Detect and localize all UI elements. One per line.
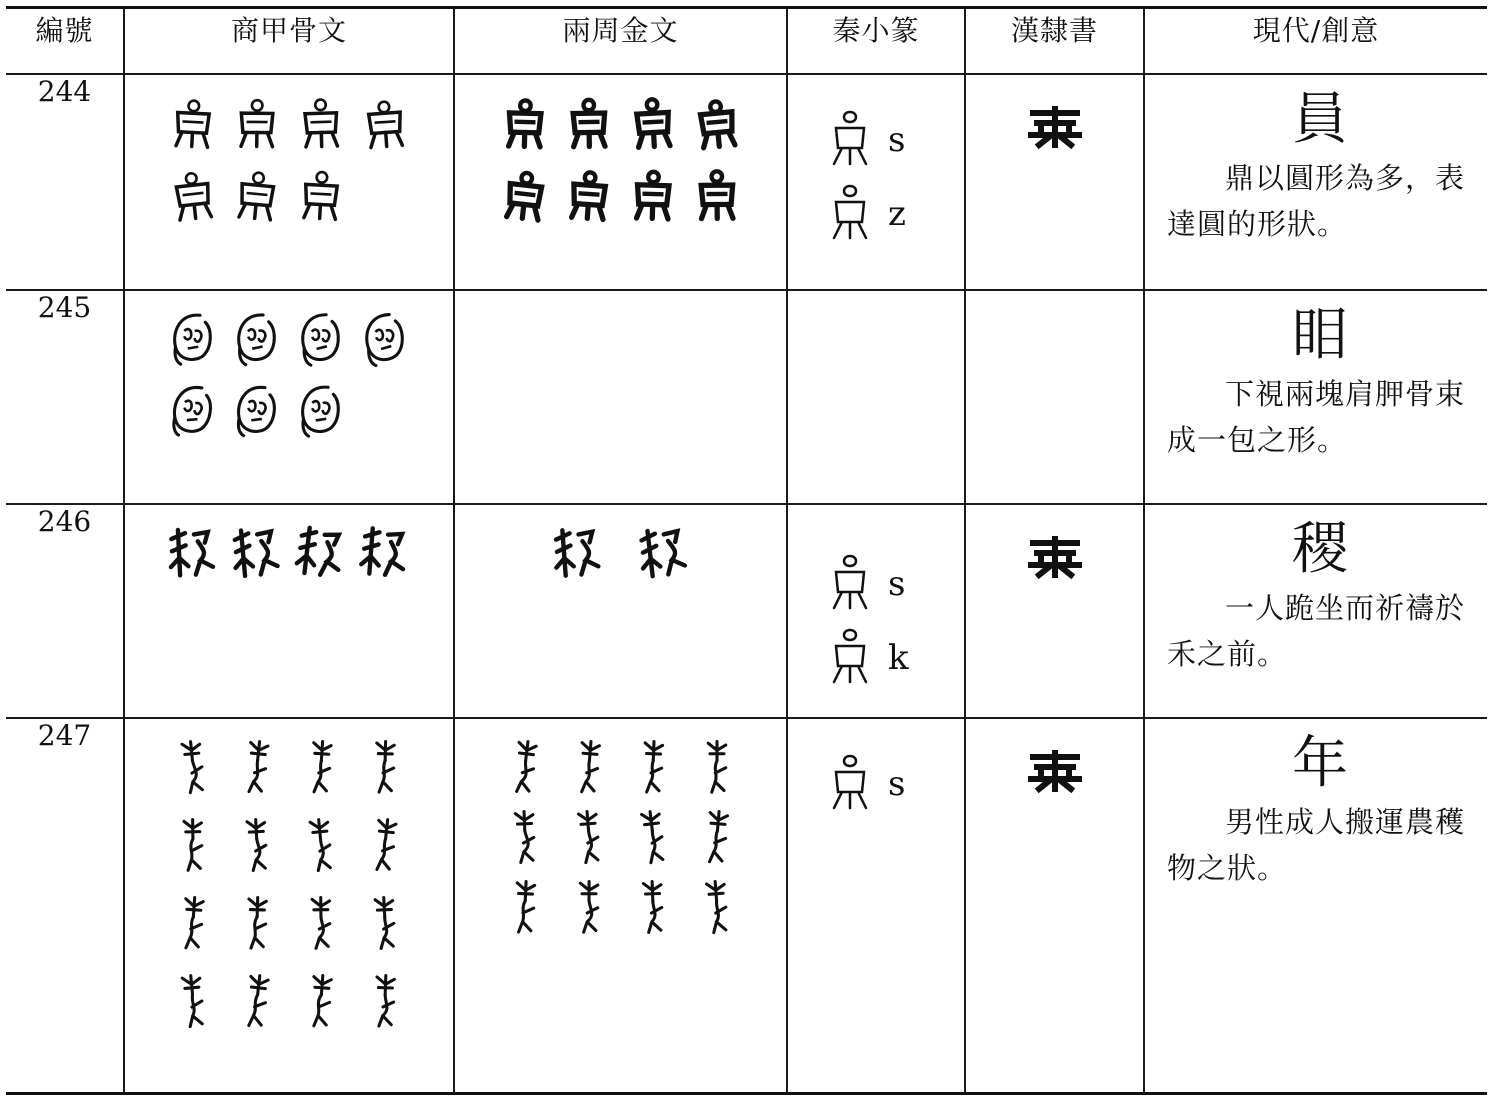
table-row [6, 504, 1487, 718]
header-shang-oracle: 商甲骨文 [124, 8, 454, 74]
glyph-evolution-page [6, 6, 1487, 1096]
header-qin-seal: 秦小篆 [787, 8, 965, 74]
seal-source-code: s [888, 763, 906, 804]
bronze-glyph [621, 733, 685, 799]
modern-character: 員 [1292, 86, 1348, 152]
bronze-glyph [632, 519, 696, 585]
modern-box [1145, 719, 1487, 891]
seal-entry [828, 621, 964, 695]
entry-number: 245 [6, 290, 124, 504]
oracle-cell [124, 290, 454, 504]
oracle-bone-glyph [161, 89, 225, 155]
clerical-glyph [966, 75, 1143, 149]
bronze-cell [454, 290, 787, 504]
oracle-bone-glyph [225, 161, 289, 227]
oracle-bone-glyph [353, 733, 417, 799]
bronze-glyph [557, 161, 621, 227]
modern-cell [1144, 74, 1487, 290]
oracle-bone-glyph [225, 967, 289, 1033]
entry-number: 246 [6, 504, 124, 718]
table-row [6, 74, 1487, 290]
bronze-glyph [557, 803, 621, 869]
modern-cell [1144, 504, 1487, 718]
bronze-glyph [557, 89, 621, 155]
oracle-bone-glyph [289, 89, 353, 155]
seal-glyph [828, 182, 872, 246]
bronze-glyph [557, 733, 621, 799]
seal-source-code: k [888, 637, 909, 678]
bronze-glyph-grid [455, 505, 786, 585]
oracle-cell [124, 504, 454, 718]
seal-glyph [828, 552, 872, 616]
bronze-glyph [685, 733, 749, 799]
seal-list [788, 75, 964, 251]
modern-cell [1144, 290, 1487, 504]
creative-meaning: 下視兩塊肩胛骨束成一包之形。 [1167, 376, 1466, 457]
bronze-glyph [685, 803, 749, 869]
seal-glyph [828, 626, 872, 690]
bronze-glyph [621, 803, 685, 869]
bronze-glyph [493, 161, 557, 227]
oracle-bone-glyph [225, 89, 289, 155]
oracle-bone-glyph [289, 305, 353, 371]
header-modern: 現代/創意 [1144, 8, 1487, 74]
bronze-glyph [685, 873, 749, 939]
oracle-bone-glyph [161, 733, 225, 799]
oracle-bone-glyph [225, 811, 289, 877]
table-row [6, 718, 1487, 1094]
bronze-glyph [493, 89, 557, 155]
bronze-cell [454, 74, 787, 290]
bronze-cell [454, 718, 787, 1094]
seal-list [788, 505, 964, 695]
modern-character: 稷 [1292, 516, 1348, 582]
bronze-glyph [493, 733, 557, 799]
oracle-bone-glyph [225, 733, 289, 799]
bronze-glyph [621, 161, 685, 227]
clerical-glyph [966, 719, 1143, 793]
seal-list [788, 719, 964, 821]
oracle-bone-glyph [289, 967, 353, 1033]
oracle-glyph-grid [125, 719, 453, 1033]
bronze-glyph [493, 873, 557, 939]
oracle-bone-glyph [289, 377, 353, 443]
oracle-bone-glyph [161, 519, 225, 585]
creative-meaning: 鼎以圓形為多，表達圓的形狀。 [1167, 160, 1466, 241]
oracle-bone-glyph [225, 305, 289, 371]
seal-glyph [828, 108, 872, 172]
clerical-cell [965, 504, 1144, 718]
clerical-cell [965, 290, 1144, 504]
oracle-bone-glyph [289, 811, 353, 877]
header-han-clerical: 漢隸書 [965, 8, 1144, 74]
bronze-glyph-grid [455, 75, 786, 227]
oracle-bone-glyph [225, 519, 289, 585]
oracle-glyph-grid [125, 505, 453, 585]
oracle-bone-glyph [161, 889, 225, 955]
bronze-glyph-grid [455, 719, 786, 939]
header-row [6, 8, 1487, 74]
oracle-cell [124, 718, 454, 1094]
seal-source-code: s [888, 119, 906, 160]
header-number: 編號 [6, 8, 124, 74]
oracle-bone-glyph [353, 811, 417, 877]
oracle-bone-glyph [161, 305, 225, 371]
bronze-glyph [493, 803, 557, 869]
oracle-bone-glyph [353, 305, 417, 371]
oracle-bone-glyph [353, 889, 417, 955]
entry-number: 247 [6, 718, 124, 1094]
clerical-cell [965, 718, 1144, 1094]
bronze-glyph [557, 873, 621, 939]
oracle-bone-glyph [225, 889, 289, 955]
oracle-bone-glyph [161, 377, 225, 443]
oracle-bone-glyph [289, 889, 353, 955]
seal-cell [787, 504, 965, 718]
oracle-bone-glyph [353, 519, 417, 585]
oracle-bone-glyph [289, 733, 353, 799]
oracle-cell [124, 74, 454, 290]
seal-entry [828, 177, 964, 251]
oracle-bone-glyph [161, 161, 225, 227]
modern-character: 年 [1292, 730, 1348, 796]
creative-meaning: 一人跪坐而祈禱於禾之前。 [1167, 590, 1466, 671]
oracle-bone-glyph [353, 967, 417, 1033]
bronze-glyph [621, 873, 685, 939]
seal-entry [828, 547, 964, 621]
seal-entry [828, 103, 964, 177]
entry-number: 244 [6, 74, 124, 290]
oracle-bone-glyph [289, 161, 353, 227]
bronze-glyph [685, 161, 749, 227]
bronze-cell [454, 504, 787, 718]
seal-source-code: s [888, 563, 906, 604]
seal-cell [787, 718, 965, 1094]
clerical-glyph [966, 505, 1143, 579]
creative-meaning: 男性成人搬運農穫物之狀。 [1167, 804, 1466, 885]
modern-box [1145, 291, 1487, 463]
oracle-bone-glyph [353, 89, 417, 155]
seal-entry [828, 747, 964, 821]
oracle-bone-glyph [161, 811, 225, 877]
modern-box [1145, 505, 1487, 677]
oracle-bone-glyph [161, 967, 225, 1033]
bronze-glyph [685, 89, 749, 155]
header-zhou-bronze: 兩周金文 [454, 8, 787, 74]
oracle-glyph-grid [125, 291, 453, 443]
clerical-cell [965, 74, 1144, 290]
glyph-evolution-table [6, 6, 1487, 1095]
bronze-glyph [546, 519, 610, 585]
modern-character: 䀠 [1292, 302, 1348, 368]
seal-glyph [828, 752, 872, 816]
seal-source-code: z [888, 193, 906, 234]
seal-cell [787, 290, 965, 504]
table-row [6, 290, 1487, 504]
oracle-glyph-grid [125, 75, 453, 227]
oracle-bone-glyph [225, 377, 289, 443]
bronze-glyph [621, 89, 685, 155]
seal-cell [787, 74, 965, 290]
modern-box [1145, 75, 1487, 247]
oracle-bone-glyph [289, 519, 353, 585]
modern-cell [1144, 718, 1487, 1094]
